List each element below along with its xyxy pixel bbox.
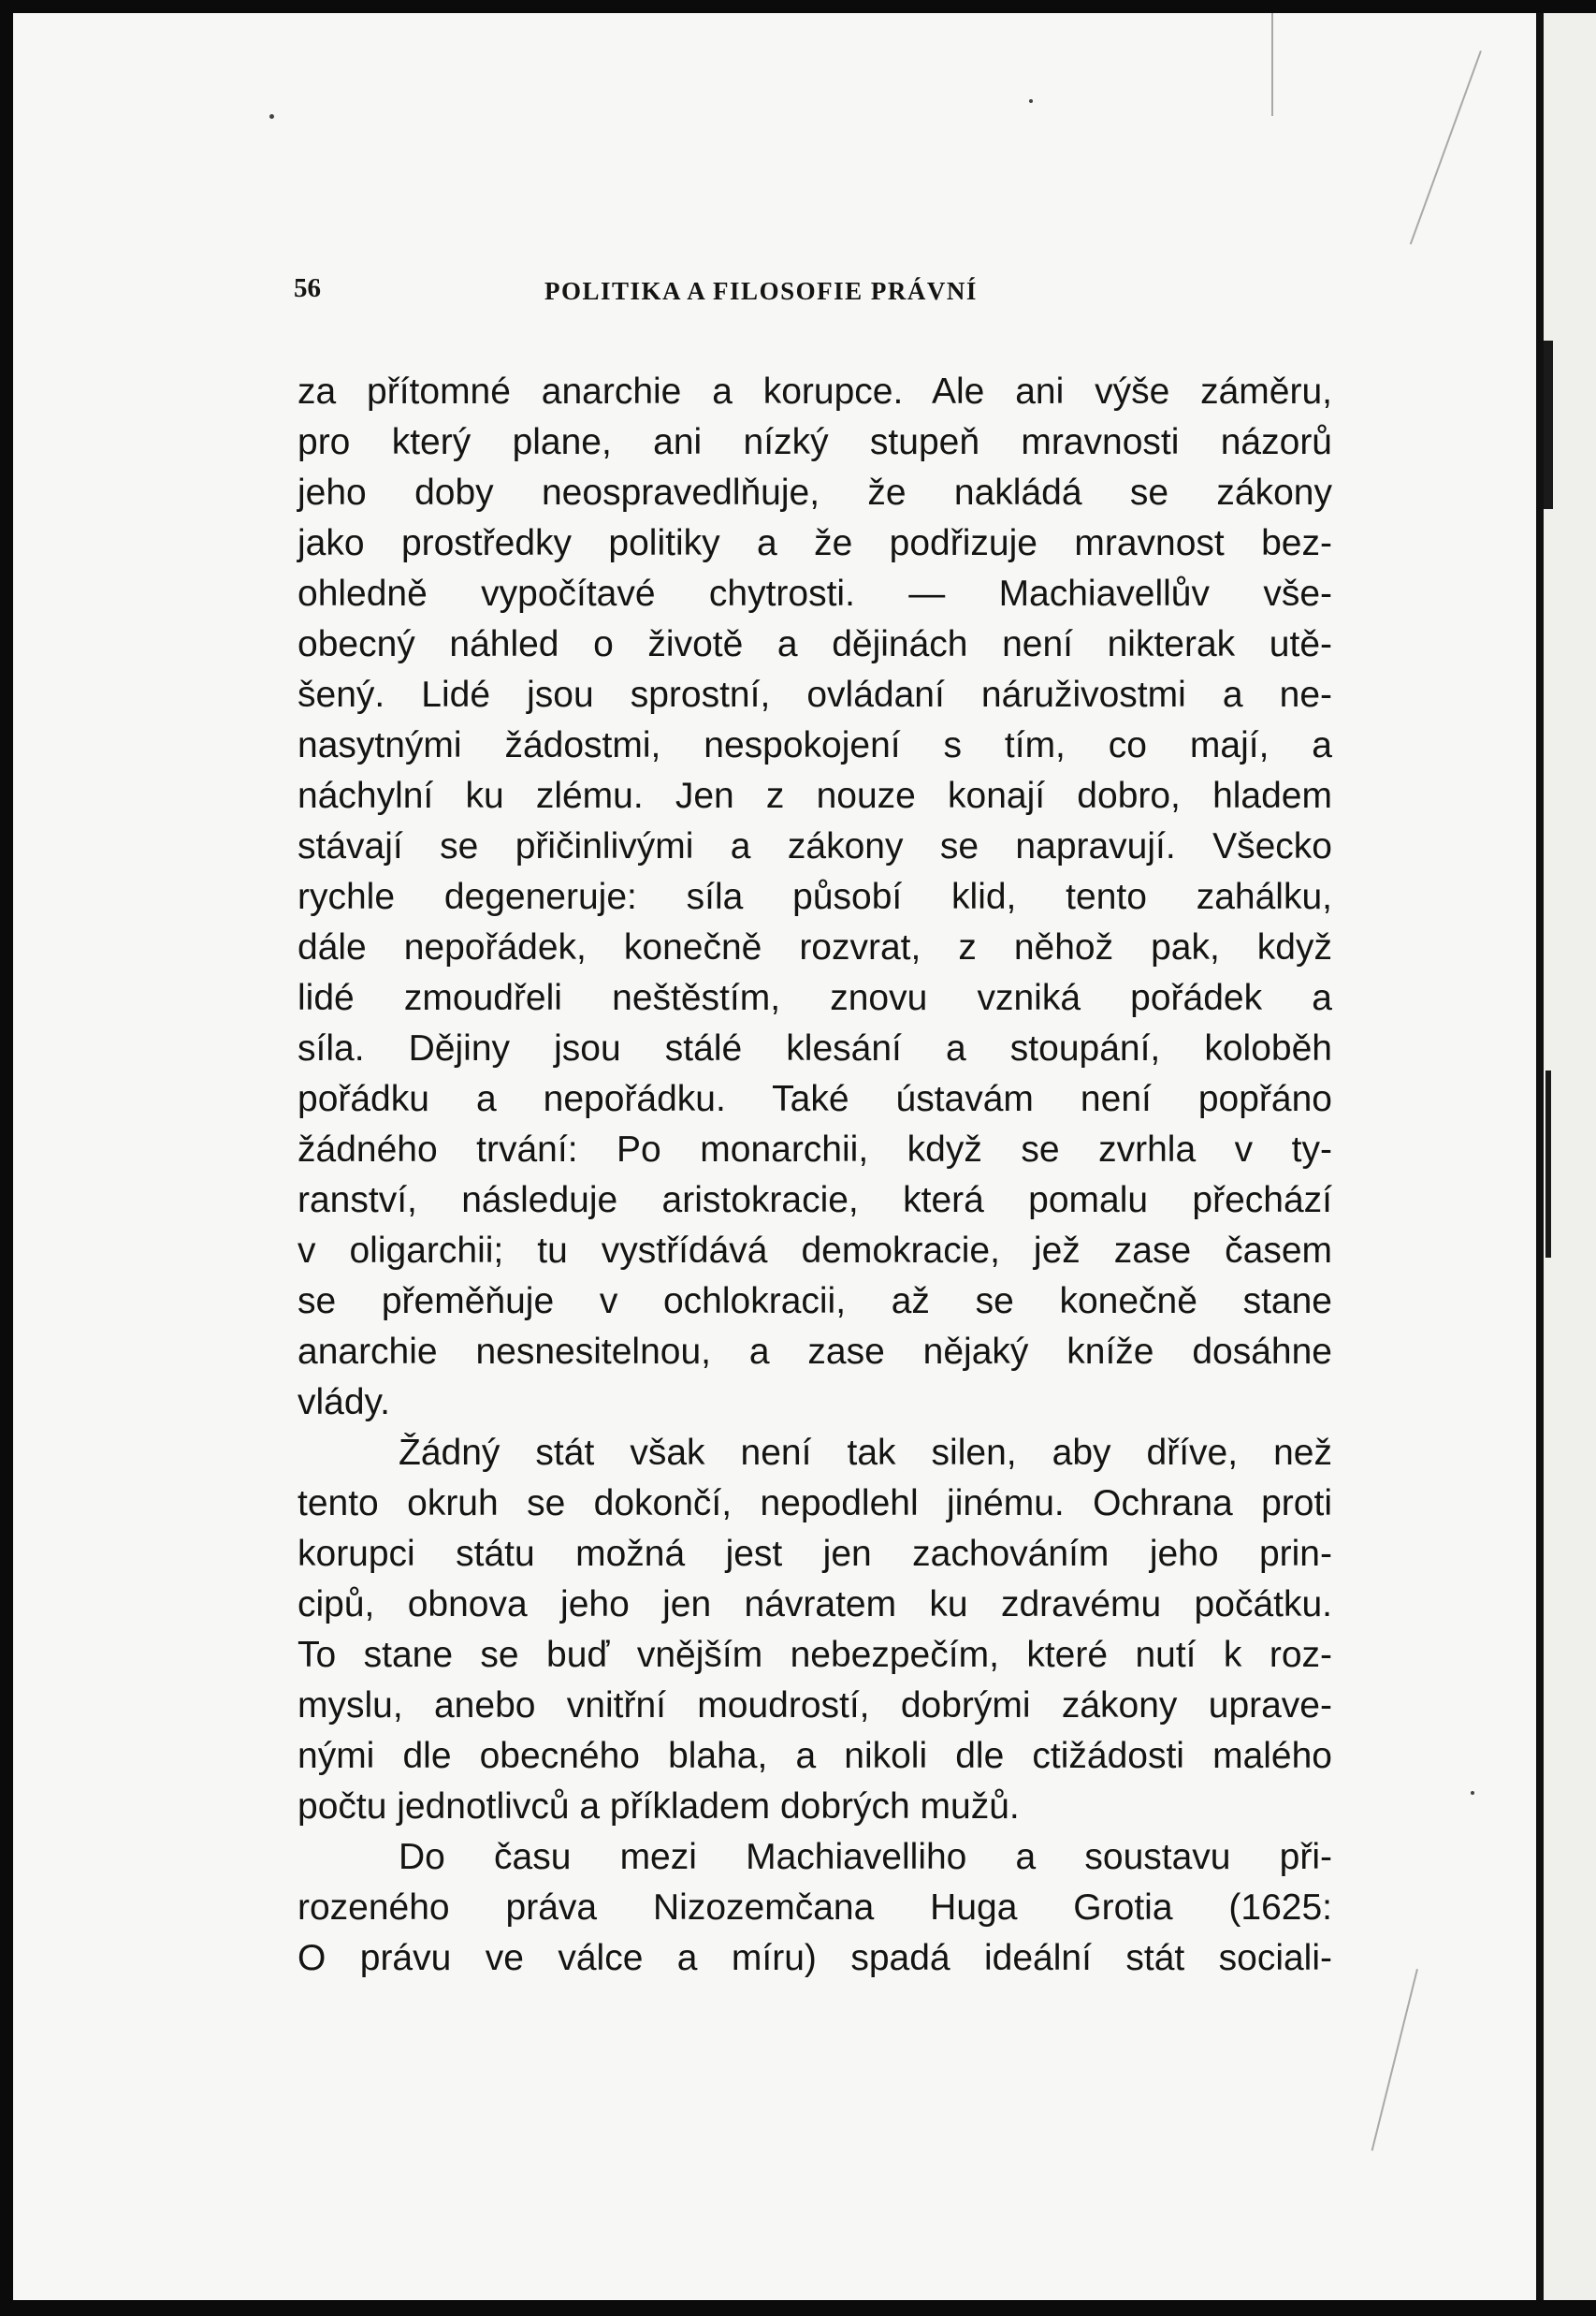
binding-gutter <box>1536 13 1596 2300</box>
paper-crease <box>1410 51 1482 244</box>
text-line: O právu ve válce a míru) spadá ideální stát sociali- <box>297 1938 1332 1978</box>
text-line: síla. Dějiny jsou stálé klesání a stoupání, koloběh <box>297 1028 1332 1069</box>
text-line: pořádku a nepořádku. Také ústavám není popřáno <box>297 1079 1332 1119</box>
text-line: obecný náhled o životě a dějinách není nikterak utě- <box>297 624 1332 664</box>
text-line: cipů, obnova jeho jen návratem ku zdravému počátku. <box>297 1584 1332 1624</box>
paper-crease <box>1371 1969 1418 2151</box>
body-text <box>297 367 1332 1984</box>
text-line: anarchie nesnesitelnou, a zase nějaký kníže dosáhne <box>297 1332 1332 1372</box>
text-line: nými dle obecného blaha, a nikoli dle ctižádosti malého <box>297 1736 1332 1776</box>
text-line: myslu, anebo vnitřní moudrostí, dobrými zákony uprave- <box>297 1685 1332 1726</box>
text-line: žádného trvání: Po monarchii, když se zvrhla v ty- <box>297 1129 1332 1170</box>
binding-mark <box>1545 1071 1551 1258</box>
text-line: lidé zmoudřeli neštěstím, znovu vzniká pořádek a <box>297 978 1332 1018</box>
text-line: se přeměňuje v ochlokracii, až se konečně stane <box>297 1281 1332 1321</box>
binding-mark <box>1544 341 1553 509</box>
page-header <box>294 273 1332 320</box>
text-line: jako prostředky politiky a že podřizuje mravnost bez- <box>297 523 1332 563</box>
book-page <box>13 13 1536 2300</box>
text-line: rychle degeneruje: síla působí klid, tento zahálku, <box>297 877 1332 917</box>
text-line: v oligarchii; tu vystřídává demokracie, jež zase časem <box>297 1231 1332 1271</box>
running-title: POLITIKA A FILOSOFIE PRÁVNÍ <box>544 277 978 305</box>
text-line: rozeného práva Nizozemčana Huga Grotia (1625: <box>297 1887 1332 1928</box>
text-line: nasytnými žádostmi, nespokojení s tím, co mají, a <box>297 725 1332 765</box>
text-line: Do času mezi Machiavelliho a soustavu při- <box>399 1837 1332 1877</box>
text-line: korupci státu možná jest jen zachováním jeho prin- <box>297 1534 1332 1574</box>
ink-speck <box>1029 99 1033 103</box>
text-line: ranství, následuje aristokracie, která pomalu přechází <box>297 1180 1332 1220</box>
text-line: stávají se přičinlivými a zákony se napravují. Všecko <box>297 826 1332 867</box>
ink-speck <box>1471 1791 1474 1795</box>
page-number: 56 <box>294 273 321 303</box>
text-line: Žádný stát však není tak silen, aby dříve, než <box>399 1433 1332 1473</box>
text-line: ohledně vypočítavé chytrosti. — Machiavellův vše- <box>297 574 1332 614</box>
paper-crease <box>1271 13 1273 116</box>
text-line: jeho doby neospravedlňuje, že nakládá se zákony <box>297 473 1332 513</box>
text-line: náchylní ku zlému. Jen z nouze konají dobro, hladem <box>297 776 1332 816</box>
text-line: To stane se buď vnějším nebezpečím, které nutí k roz- <box>297 1635 1332 1675</box>
ink-speck <box>269 114 274 119</box>
text-line: dále nepořádek, konečně rozvrat, z něhož pak, když <box>297 927 1332 968</box>
text-line: pro který plane, ani nízký stupeň mravnosti názorů <box>297 422 1332 462</box>
text-line: tento okruh se dokončí, nepodlehl jinému. Ochrana proti <box>297 1483 1332 1523</box>
text-line: šený. Lidé jsou sprostní, ovládaní náruživostmi a ne- <box>297 675 1332 715</box>
text-line: vlády. <box>297 1382 390 1422</box>
text-line: počtu jednotlivců a příkladem dobrých mužů. <box>297 1786 1020 1827</box>
text-line: za přítomné anarchie a korupce. Ale ani výše záměru, <box>297 371 1332 412</box>
